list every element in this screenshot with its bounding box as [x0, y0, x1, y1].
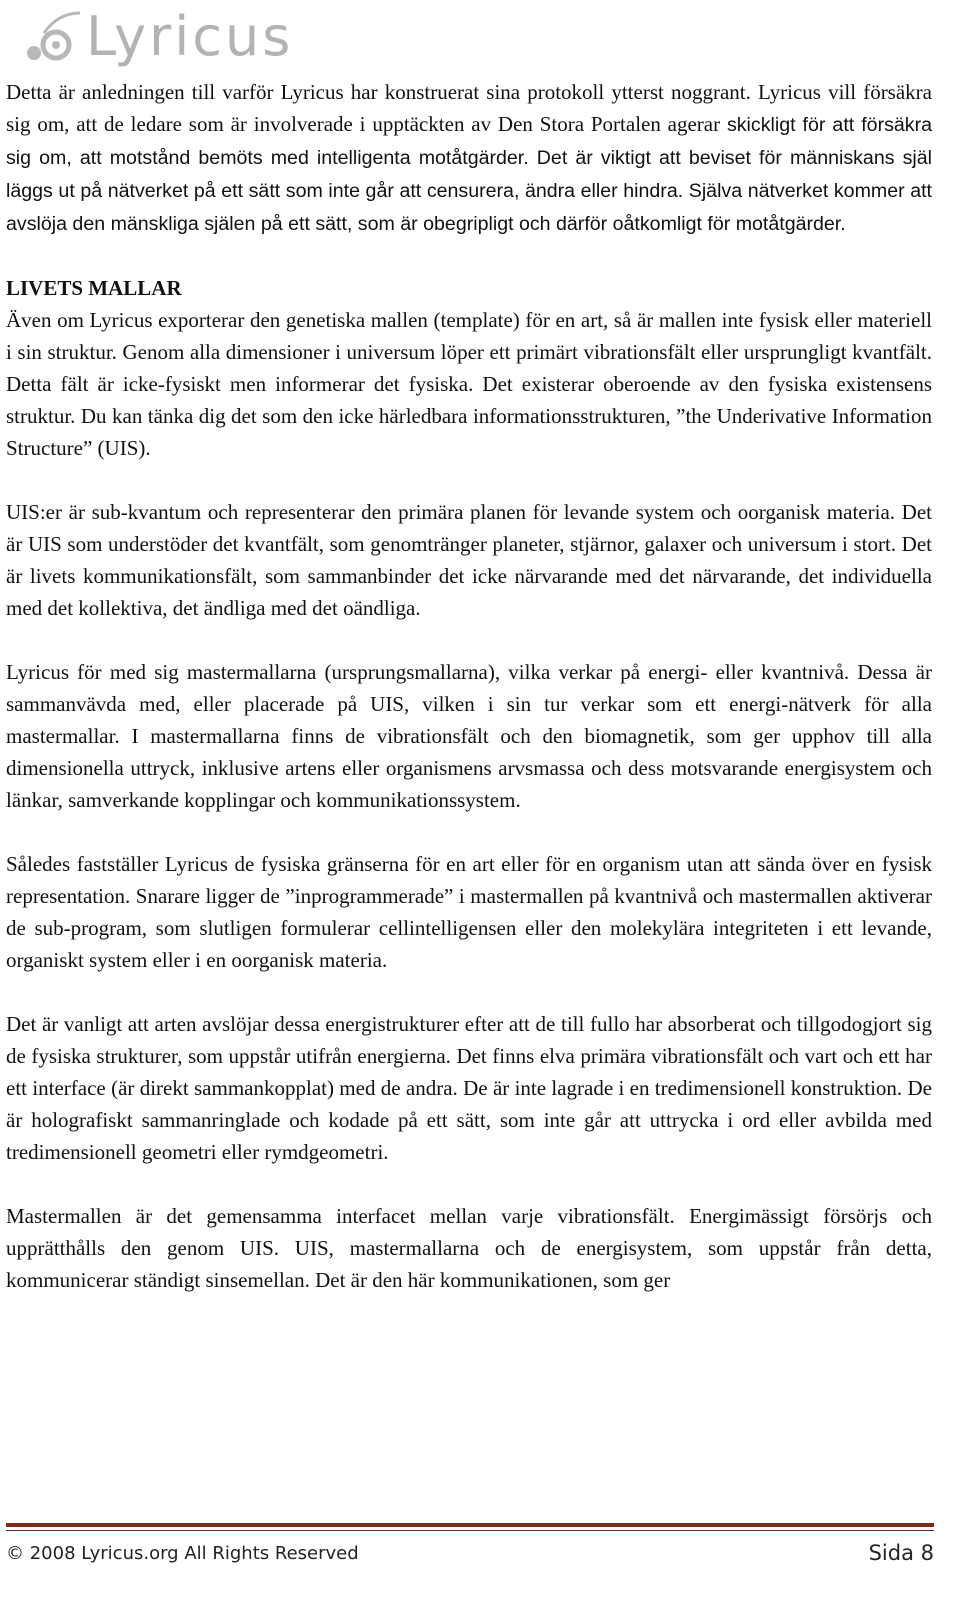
- footer-divider-thin: [6, 1530, 934, 1531]
- section-heading: LIVETS MALLAR: [6, 276, 182, 300]
- logo-text: Lyricus: [86, 5, 294, 68]
- paragraph-intro-part1: Detta är anledningen till varför Lyricus har konstruerat sina protokoll ytterst noggrant. Lyricus vill försäkra sig om, att de ledare som är involverade i upptäckten av Den Stora Portalen agerar: [6, 80, 932, 136]
- paragraph-7: Mastermallen är det gemensamma interfacet mellan varje vibrationsfält. Energimässigt försörjs och upprätthålls den genom UIS. UIS, mastermallarna och de energisystem, som uppstår från detta, kommunicerar ständigt sinsemellan. Det är den här kommunikationen, som ger: [6, 1204, 932, 1292]
- lyricus-logo: [22, 6, 293, 68]
- paragraph-6: Det är vanligt att arten avslöjar dessa energistrukturer efter att de till fullo har absorberat och tillgodogjort sig de fysiska strukturer, som uppstår utifrån energierna. Det finns elva primära vibrationsfält och vart och ett har ett interface (är direkt sammankopplat) med de andra. De är inte lagrade i en tredimensionell konstruktion. De är holografiskt sammanringlade och kodade på ett sätt, som inte går att uttrycka i ord eller avbilda med tredimensionell geometri eller rymdgeometri.: [6, 1012, 932, 1164]
- footer-divider: [6, 1523, 934, 1527]
- paragraph-intro-part2: skickligt för att försäkra sig om, att motstånd bemöts med intelligenta motåtgärder. Det är viktigt att beviset för människans själ läggs ut på nätverket på ett sätt som inte går att censurera, ändra eller hindra. Själva nätverket kommer att avslöja den mänskliga själen på ett sätt, som är obegripligt och därför oåtkomligt för motåtgärder.: [6, 114, 933, 235]
- paragraph-intro: [6, 76, 932, 240]
- paragraph-3: UIS:er är sub-kvantum och representerar den primära planen för levande system och oorganisk materia. Det är UIS som understöder det kvantfält, som genomtränger planeter, stjärnor, galaxer och universum i stort. Det är livets kommunikationsfält, som sammanbinder det icke närvarande med det närvarande, det individuella med det kollektiva, det ändliga med det oändliga.: [6, 500, 932, 620]
- document-body: [6, 76, 932, 1296]
- paragraph-5: Således fastställer Lyricus de fysiska gränserna för en art eller för en organism utan att sända över en fysisk representation. Snarare ligger de ”inprogrammerade” i mastermallen på kvantnivå och mastermallen aktiverar de sub-program, som slutligen formulerar cellintelligensen eller den molekylära integriteten i ett levande, organiskt system eller i en oorganisk materia.: [6, 852, 932, 972]
- page-footer: [6, 1538, 934, 1568]
- paragraph-4: Lyricus för med sig mastermallarna (ursprungsmallarna), vilka verkar på energi- eller kvantnivå. Dessa är sammanvävda med, eller placerade på UIS, vilken i sin tur verkar som ett energi-nätverk för alla mastermallar. I mastermallarna finns de vibrationsfält och den biomagnetik, som ger upphov till alla dimensionella uttryck, inklusive artens eller organismens arvsmassa och dess motsvarande energisystem och länkar, samverkande kopplingar och kommunikationssystem.: [6, 660, 932, 812]
- lyricus-logo-icon: [22, 9, 82, 65]
- page-number: Sida 8: [868, 1541, 934, 1565]
- paragraph-2: Även om Lyricus exporterar den genetiska mallen (template) för en art, så är mallen inte fysisk eller materiell i sin struktur. Genom alla dimensioner i universum löper ett primärt vibrationsfält eller ursprungligt kvantfält. Detta fält är icke-fysiskt men informerar det fysiska. Det existerar oberoende av den fysiska existensens struktur. Du kan tänka dig det som den icke härledbara informationsstrukturen, ”the Underivative Information Structure” (UIS).: [6, 308, 932, 460]
- footer-copyright: © 2008 Lyricus.org All Rights Reserved: [6, 1542, 359, 1564]
